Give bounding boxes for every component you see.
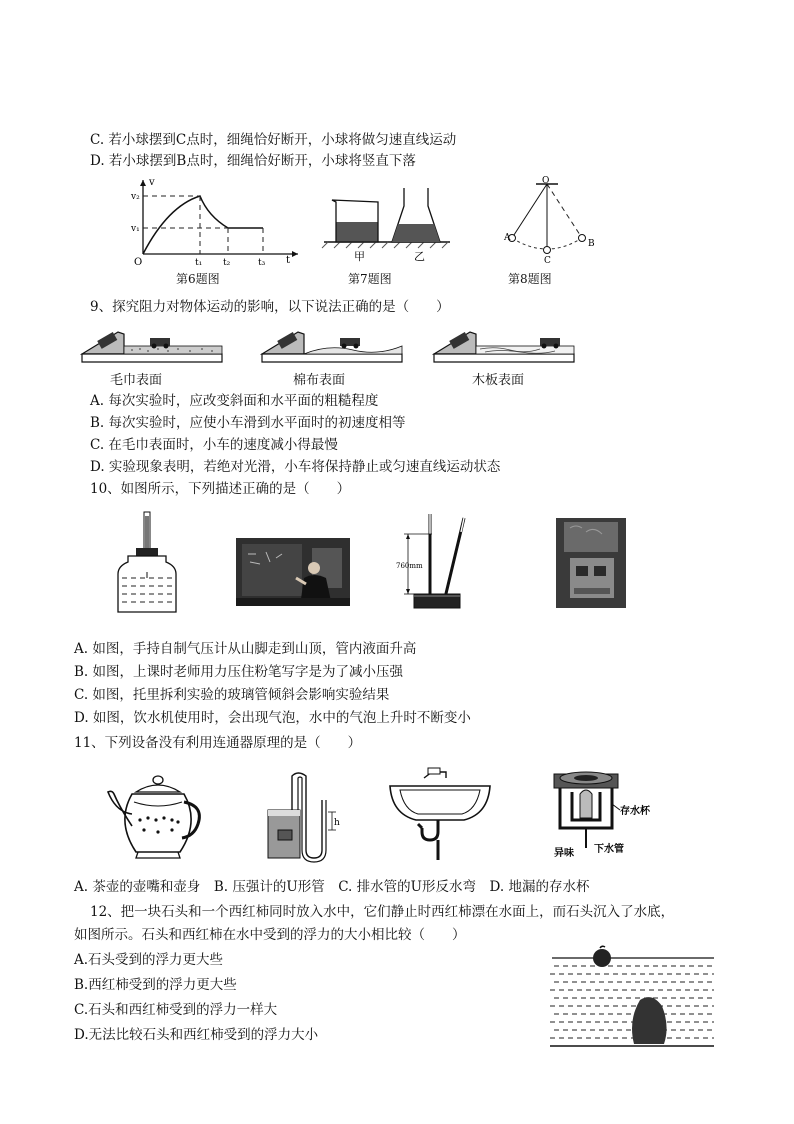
fig6-axis-t: t [286, 255, 291, 266]
q9-cotton-setup [258, 324, 408, 366]
fig6-t1: t₁ [195, 258, 203, 268]
q9-towel-setup [78, 324, 228, 366]
fig8-label-o: O [542, 176, 550, 186]
q9-surface-cotton: 棉布表面 [293, 373, 346, 388]
fig6-caption: 第6题图 [176, 272, 220, 286]
fig6-t3: t₃ [258, 258, 266, 268]
q12-option-d: D.无法比较石头和西红柿受到的浮力大小 [74, 1027, 319, 1043]
q12-water-tank [548, 944, 718, 1048]
q10-option-c: C. 如图，托里拆利实验的玻璃管倾斜会影响实验结果 [74, 687, 390, 703]
fig8-label-c: C [544, 256, 551, 266]
fig8-caption: 第8题图 [508, 272, 552, 286]
q11-floor-drain [550, 768, 650, 862]
q10-barometer-bottle [114, 512, 180, 616]
q11-pipe-label: 下水管 [594, 844, 624, 855]
fig6-vt-graph [128, 176, 308, 266]
q10-option-b: B. 如图，上课时老师用力压住粉笔写字是为了减小压强 [74, 664, 404, 680]
fig8-label-b: B [588, 239, 595, 249]
q11-stem: 11、下列设备没有利用连通器原理的是（ ） [74, 735, 362, 751]
q10-option-d: D. 如图，饮水机使用时，会出现气泡，水中的气泡上升时不断变小 [74, 710, 471, 726]
q12-option-c: C.石头和西红柿受到的浮力一样大 [74, 1002, 278, 1018]
q10-option-a: A. 如图，手持自制气压计从山脚走到山顶，管内液面升高 [74, 641, 417, 657]
q8-option-d: D. 若小球摆到B点时，细绳恰好断开，小球将竖直下落 [90, 153, 416, 169]
q12-option-b: B.西红柿受到的浮力更大些 [74, 977, 237, 993]
q9-stem: 9、探究阻力对物体运动的影响，以下说法正确的是（ ） [90, 299, 450, 315]
q9-option-c: C. 在毛巾表面时，小车的速度减小得最慢 [90, 437, 338, 453]
q12-option-a: A.石头受到的浮力更大些 [74, 952, 224, 968]
fig6-t2: t₂ [223, 258, 231, 268]
q9-wood-setup [430, 324, 580, 366]
q9-surface-towel: 毛巾表面 [110, 373, 163, 388]
fig7-caption: 第7题图 [348, 272, 392, 286]
q12-stem-line2: 如图所示。石头和西红柿在水中受到的浮力的大小相比较（ ） [74, 927, 466, 943]
q11-smell-label: 异味 [554, 848, 574, 859]
fig6-v2: v₂ [131, 192, 140, 202]
q11-cup-label: 存水杯 [620, 806, 650, 817]
q8-option-c: C. 若小球摆到C点时，细绳恰好断开，小球将做匀速直线运动 [90, 132, 457, 148]
q9-option-a: A. 每次实验时，应改变斜面和水平面的粗糙程度 [90, 393, 379, 409]
fig7-label-yi: 乙 [414, 250, 425, 263]
q9-option-b: B. 每次实验时，应使小车滑到水平面时的初速度相等 [90, 415, 406, 431]
q11-teapot [106, 772, 206, 860]
fig6-axis-v: v [149, 177, 155, 188]
q10-torricelli [394, 512, 474, 612]
q9-option-d: D. 实验现象表明，若绝对光滑，小车将保持静止或匀速直线运动状态 [90, 459, 501, 475]
q12-stem-line1: 12、把一块石头和一个西红柿同时放入水中，它们静止时西红柿漂在水面上，而石头沉入了水底， [90, 904, 675, 920]
fig8-label-a: A [504, 233, 511, 243]
fig7-label-jia: 甲 [354, 250, 365, 263]
fig7-containers [322, 184, 452, 266]
q10-760mm-label: 760mm [396, 562, 423, 570]
fig6-origin: O [134, 257, 143, 268]
q9-surface-wood: 木板表面 [472, 373, 525, 388]
q11-height-h: h [334, 818, 340, 828]
q11-options: A. 茶壶的壶嘴和壶身 B. 压强计的U形管 C. 排水管的U形反水弯 D. 地漏的存水杯 [74, 879, 590, 895]
q11-pressure-gauge [262, 770, 342, 862]
fig8-pendulum [502, 178, 602, 264]
q10-teacher-photo [236, 538, 350, 606]
q10-water-dispenser-photo [556, 518, 626, 608]
q10-stem: 10、如图所示，下列描述正确的是（ ） [90, 481, 351, 497]
q11-sink-drain [388, 768, 492, 860]
fig6-v1: v₁ [131, 224, 140, 234]
